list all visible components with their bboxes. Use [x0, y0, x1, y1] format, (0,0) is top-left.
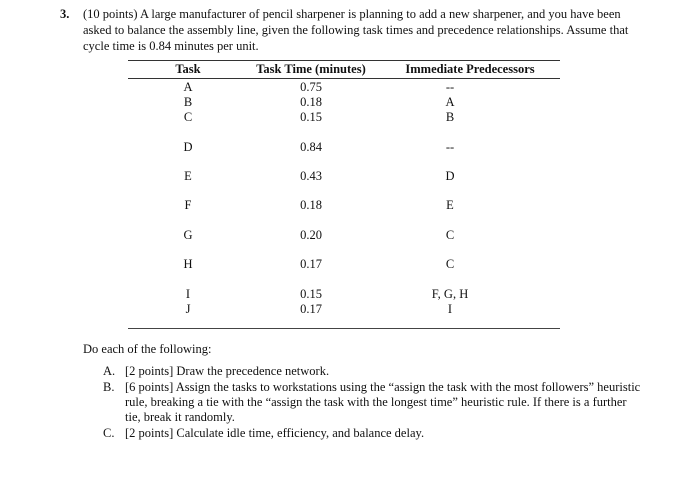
- row-pred: B: [445, 110, 455, 124]
- row-pred: C: [445, 228, 455, 242]
- header-predecessors: Immediate Predecessors: [405, 62, 535, 76]
- row-pred: --: [445, 80, 455, 94]
- row-time: 0.15: [300, 287, 322, 301]
- row-pred: C: [445, 257, 455, 271]
- table-bottom-rule: [128, 328, 560, 329]
- part-letter: B.: [103, 380, 115, 394]
- row-time: 0.17: [300, 257, 322, 271]
- row-task: D: [183, 140, 193, 154]
- row-pred: D: [445, 169, 455, 183]
- problem-number: 3.: [60, 7, 70, 21]
- row-pred: F, G, H: [431, 287, 469, 301]
- header-task-time: Task Time (minutes): [256, 62, 366, 76]
- row-task: A: [183, 80, 193, 94]
- row-task: I: [185, 287, 191, 301]
- table-top-rule: [128, 60, 560, 61]
- table-header-rule: [128, 78, 560, 79]
- header-task: Task: [175, 62, 201, 76]
- row-time: 0.17: [300, 302, 322, 316]
- row-task: F: [184, 198, 192, 212]
- instructions-intro: Do each of the following:: [83, 342, 212, 356]
- row-time: 0.43: [300, 169, 322, 183]
- row-pred: E: [446, 198, 454, 212]
- row-task: G: [183, 228, 193, 242]
- row-time: 0.18: [300, 198, 322, 212]
- row-task: C: [183, 110, 193, 124]
- problem-text: (10 points) A large manufacturer of pencil sharpener is planning to add a new sharpener, and you have been asked to balance the assembly line, given the following task times and precedence relationships. Assume that cycle time is 0.84 minutes per unit.: [83, 7, 629, 53]
- row-task: J: [185, 302, 191, 316]
- row-time: 0.15: [300, 110, 322, 124]
- part-text: [2 points] Draw the precedence network.: [125, 364, 330, 378]
- row-task: E: [184, 169, 192, 183]
- part-a: [103, 364, 643, 379]
- part-letter: A.: [103, 364, 116, 378]
- row-task: H: [183, 257, 193, 271]
- row-task: B: [183, 95, 193, 109]
- row-pred: I: [447, 302, 453, 316]
- row-time: 0.75: [300, 80, 322, 94]
- row-pred: A: [445, 95, 455, 109]
- part-letter: C.: [103, 426, 115, 440]
- instructions-list: [103, 364, 643, 442]
- row-time: 0.20: [300, 228, 322, 242]
- row-time: 0.84: [300, 140, 322, 154]
- row-time: 0.18: [300, 95, 322, 109]
- part-c: [103, 426, 643, 441]
- problem-statement: [60, 6, 650, 54]
- part-text: [6 points] Assign the tasks to workstations using the “assign the task with the most followers” heuristic rule, breaking a tie with the “assign the task with the longest time” heuristic rule. If there is a further tie, break it randomly.: [125, 380, 641, 424]
- part-text: [2 points] Calculate idle time, efficiency, and balance delay.: [125, 426, 425, 440]
- part-b: [103, 380, 643, 425]
- row-pred: --: [445, 140, 455, 154]
